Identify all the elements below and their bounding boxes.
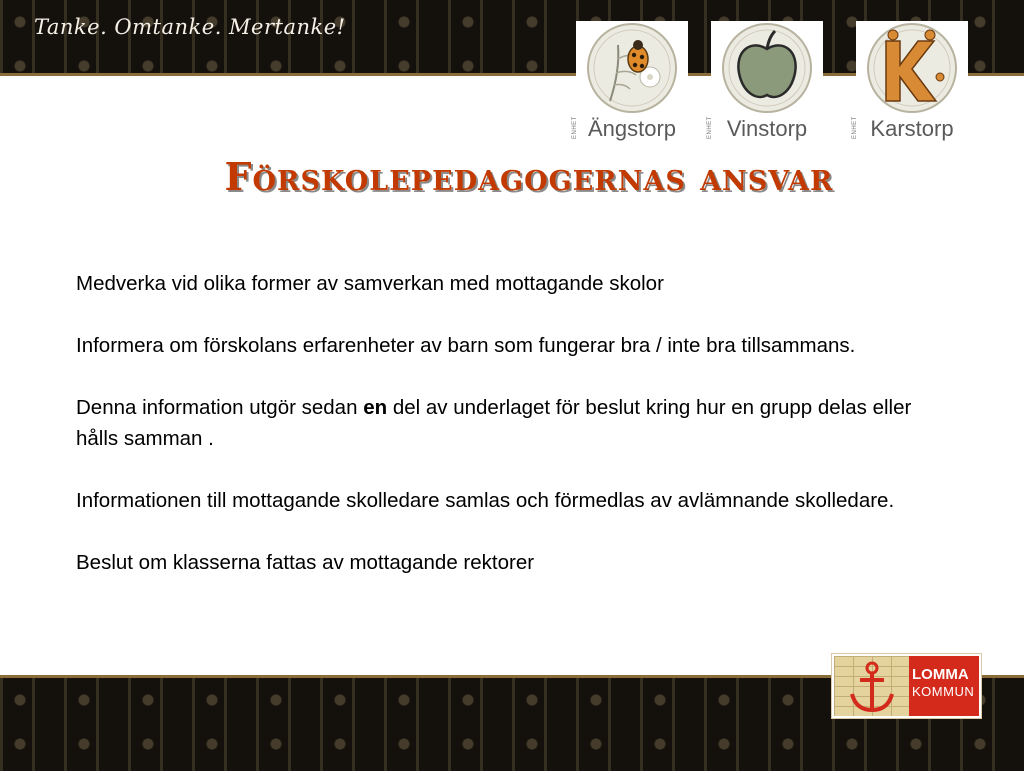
- paragraph-text: Denna information utgör sedan: [76, 396, 364, 419]
- enhet-label: ENHET: [852, 116, 858, 139]
- logo-angstorp: [572, 21, 688, 141]
- logo-name: Ängstorp: [587, 116, 677, 141]
- paragraph: [76, 392, 936, 454]
- paragraph-text: del av underlaget för beslut kring hur en grupp delas eller hålls samman .: [76, 396, 912, 450]
- logo-karstorp: [852, 21, 968, 141]
- paragraph: Informationen till mottagande skolledare samlas och förmedlas av avlämnande skolledare.: [76, 489, 895, 512]
- enhet-label: ENHET: [572, 116, 578, 139]
- paragraph-emphasis: en: [363, 396, 388, 419]
- tagline: Tanke. Omtanke. Mertanke!: [34, 15, 346, 39]
- logo-name: Karstorp: [870, 116, 954, 141]
- paragraph: Beslut om klasserna fattas av mottagande rektorer: [76, 551, 535, 574]
- paragraph: Medverka vid olika former av samverkan med mottagande skolor: [76, 272, 664, 295]
- slide-body: [76, 268, 936, 609]
- lomma-kommun-logo: [831, 653, 982, 719]
- logo-name: Vinstorp: [726, 116, 808, 141]
- brand-line-1: LOMMA: [912, 666, 969, 683]
- slide-title: Förskolepedagogernas ansvar: [224, 154, 834, 199]
- paragraph: Informera om förskolans erfarenheter av barn som fungerar bra / inte bra tillsammans.: [76, 334, 856, 357]
- brand-line-2: KOMMUN: [912, 684, 975, 699]
- enhet-label: ENHET: [707, 116, 713, 139]
- logo-vinstorp: [707, 21, 823, 141]
- anchor-icon: [846, 660, 898, 714]
